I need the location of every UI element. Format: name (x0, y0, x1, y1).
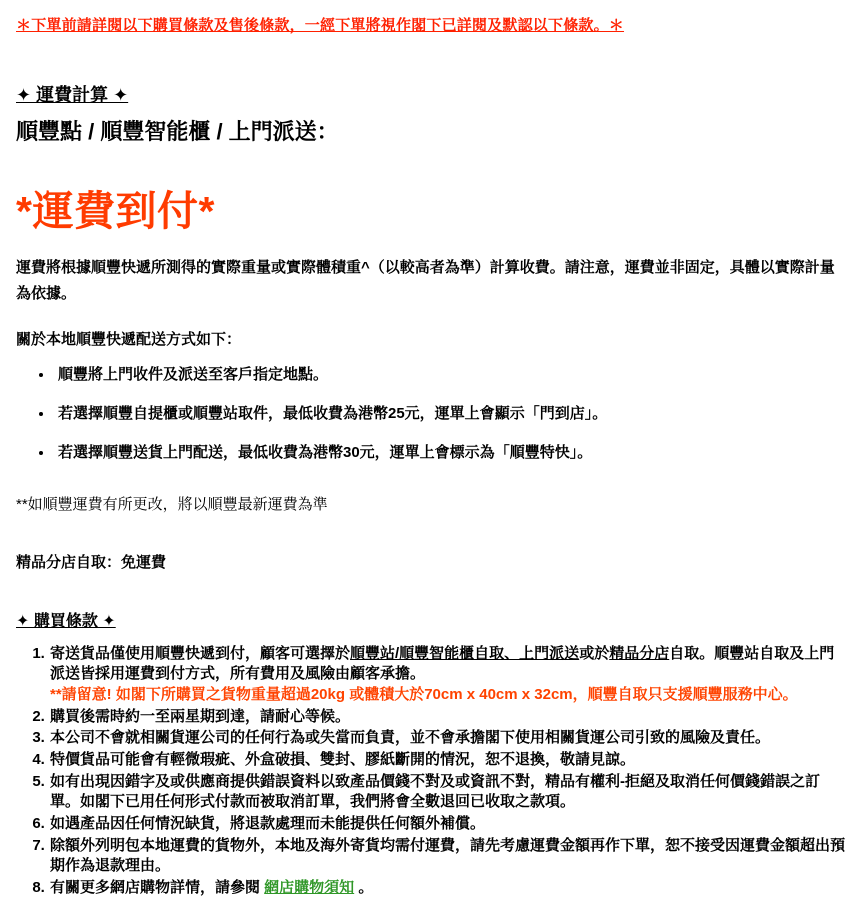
shipping-calc-heading: ✦ 運費計算 ✦ (16, 85, 129, 105)
terms-item (49, 750, 847, 771)
terms-item (49, 878, 847, 899)
store-guide-link[interactable]: 網店購物須知 (264, 879, 355, 897)
terms-item (49, 814, 847, 835)
pre-order-notice: ＊下單前請詳閱以下購買條款及售後條款，一經下單將視作閣下已詳閱及默認以下條款。＊ (16, 17, 625, 34)
terms-text: 。 (354, 879, 374, 897)
terms-text: 如有出現因錯字及或供應商提供錯誤資料以致產品價錢不對及或資訊不對，精品有權利-拒絕及取消任何價錢錯誤之訂單。如閣下已用任何形式付款而被取消訂單，我們將會全數退回已收取之款項。 (50, 772, 821, 811)
terms-text: 本公司不會就相關貨運公司的任何行為或失當而負責，並不會承擔閣下使用相關貨運公司引致的風險及責任。 (50, 729, 771, 747)
fee-change-note: **如順豐運費有所更改，將以順豐最新運費為準 (16, 495, 328, 513)
terms-item (49, 836, 847, 877)
shipping-method-item: • 順豐將上門收件及派送至客戶指定地點。 (54, 364, 847, 385)
shipping-method-item: • 若選擇順豐送貨上門配送，最低收費為港幣30元，運單上會標示為「順豐特快」。 (54, 442, 847, 463)
terms-item (49, 644, 847, 706)
terms-text: 自取。順豐站自取及上門派送皆採用運費到付方式，所有費用及風險由顧客承擔。 (50, 644, 835, 683)
terms-list (16, 644, 847, 899)
shipping-methods-subheading: 順豐點 / 順豐智能櫃 / 上門派送： (16, 119, 339, 144)
terms-emphasized-text: 順豐站/順豐智能櫃自取、上門派送 (350, 644, 580, 662)
terms-text: 或於 (579, 644, 610, 662)
shipping-method-item: • 若選擇順豐自提櫃或順豐站取件，最低收費為港幣25元，運單上會顯示「門到店」。 (54, 403, 847, 424)
terms-item (49, 728, 847, 749)
terms-text: 特價貨品可能會有輕微瑕疵、外盒破損、雙封、膠紙斷開的情況，恕不退換，敬請見諒。 (50, 751, 636, 769)
terms-text: 寄送貨品僅使用順豐快遞到付，顧客可選擇於 (50, 644, 351, 662)
store-pickup-free-note: 精品分店自取：免運費 (16, 553, 167, 571)
terms-text: 除額外列明包本地運費的貨物外，本地及海外寄貨均需付運費，請先考慮運費金額再作下單，恕不接受因運費金額超出預期作為退款理由。 (50, 836, 846, 875)
freight-collect-headline: *運費到付* (16, 188, 215, 234)
terms-item (49, 707, 847, 728)
terms-text: 如遇產品因任何情況缺貨，將退款處理而未能提供任何額外補償。 (50, 815, 486, 833)
shipping-fee-intro: 運費將根據順豐快遞所測得的實際重量或實際體積重^（以較高者為準）計算收費。請注意，運費並非固定，具體以實際計量為依據。 (16, 259, 835, 302)
terms-text: 購買後需時約一至兩星期到達，請耐心等候。 (50, 707, 351, 725)
terms-text: 有關更多網店購物詳情，請參閱 (50, 879, 265, 897)
terms-warning-note: **請留意! 如閣下所購買之貨物重量超過20kg 或體積大於70cm x 40cm x 32cm，順豐自取只支援順豐服務中心。 (50, 685, 798, 703)
shipping-methods-list (16, 364, 847, 463)
local-delivery-methods-heading: 關於本地順豐快遞配送方式如下： (16, 330, 242, 348)
terms-item (49, 772, 847, 813)
terms-emphasized-text: 精品分店 (609, 644, 670, 662)
purchase-terms-heading: ✦ 購買條款 ✦ (16, 612, 116, 630)
